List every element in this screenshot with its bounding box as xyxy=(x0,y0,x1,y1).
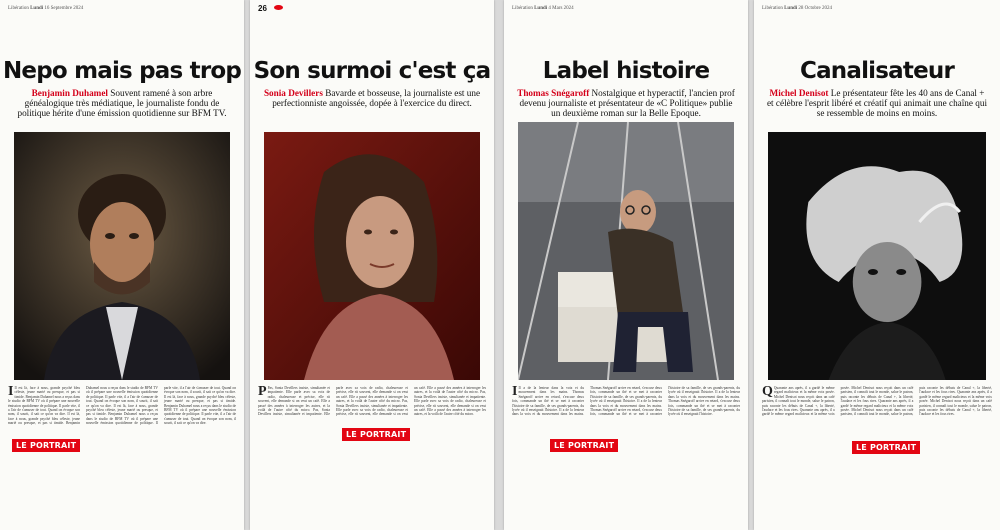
page-number: 26 xyxy=(258,4,267,13)
page-surmoi xyxy=(250,0,494,530)
page-headline: Canalisateur xyxy=(800,58,954,84)
portrait-stamp: LE PORTRAIT xyxy=(342,428,410,441)
standfirst: Michel Denisot Le présentateur fête les 40 ans de Canal + et célèbre l'esprit libéré et créatif qui animait une chaîne qui se ressemble de moins en moins. xyxy=(766,88,987,119)
page-label-histoire xyxy=(504,0,748,530)
person-name: Sonia Devillers xyxy=(263,88,323,98)
portrait-stamp: LE PORTRAIT xyxy=(12,439,80,452)
portrait-stamp: LE PORTRAIT xyxy=(550,439,618,452)
page-folio: Libération Lundi 28 Octobre 2024 xyxy=(762,6,833,11)
person-name: Benjamin Duhamel xyxy=(31,88,108,98)
standfirst: Sonia Devillers Bavarde et bosseuse, la journaliste est une perfectionniste angoissée, dopée à l'exercice du direct. xyxy=(263,88,481,109)
article-body: I Il a de la lenteur dans la voix et du mouvement dans les mains. Thomas Snégaroff arrive en retard, s'excuse deux fois, commande un thé et se met à raconter l'histoire de sa famille, de ses grands-parents, du lycée où il enseignait l'histoire. Il a de la lenteur dans la voix et du mouvement dans les mains. Thomas Snégaroff arrive en retard, s'excuse deux fois, commande un thé et se met à raconter l'histoire de sa famille, de ses grands-parents, du lycée où il enseignait l'histoire. Il a de la lenteur dans la voix et du mouvement dans les mains. Thomas Snégaroff arrive en retard, s'excuse deux fois, commande un thé et se met à raconter l'histoire de sa famille, de ses grands-parents, du lycée où il enseignait l'histoire. Il a de la lenteur dans la voix et du mouvement dans les mains. Thomas Snégaroff arrive en retard, s'excuse deux fois, commande un thé et se met à raconter l'histoire de sa famille, de ses grands-parents, du lycée où il enseignait l'histoire. xyxy=(512,386,740,417)
portrait-photo xyxy=(14,132,230,380)
person-name: Thomas Snégaroff xyxy=(517,88,590,98)
portrait-photo xyxy=(768,132,986,380)
page-canalisateur xyxy=(754,0,1000,530)
page-folio: Libération Lundi 16 Septembre 2024 xyxy=(8,6,84,11)
page-folio: Libération Lundi 4 Mars 2024 xyxy=(512,6,574,11)
page-nepo xyxy=(0,0,244,530)
page-headline: Label histoire xyxy=(542,58,710,84)
person-name: Michel Denisot xyxy=(769,88,829,98)
standfirst: Thomas Snégaroff Nostalgique et hyperactif, l'ancien prof devenu journaliste et présentateur de «C Politique» publie un deuxième roman sur la Belle Epoque. xyxy=(517,88,735,119)
portrait-photo xyxy=(264,132,480,380)
article-body: I Il est là, face à nous, grande psyché bleu céleste, jeune marié ou presque, et pas si timide. Benjamin Duhamel nous a reçus dans le studio de BFM TV où il prépare une nouvelle émission quotidienne de politique. Il parle vite, il a l'air de s'amuser de tout. Quand on évoque son nom, il sourit, il sait ce qu'on va dire. Il est là, face à nous, grande psyché bleu céleste, jeune marié ou presque, et pas si timide. Benjamin Duhamel nous a reçus dans le studio de BFM TV où il prépare une nouvelle émission quotidienne de politique. Il parle vite, il a l'air de s'amuser de tout. Quand on évoque son nom, il sourit, il sait ce qu'on va dire. Il est là, face à nous, grande psyché bleu céleste, jeune marié ou presque, et pas si timide. Benjamin Duhamel nous a reçus dans le studio de BFM TV où il prépare une nouvelle émission quotidienne de politique. Il parle vite, il a l'air de s'amuser de tout. Quand on évoque son nom, il sourit, il sait ce qu'on va dire. Il est là, face à nous, grande psyché bleu céleste, jeune marié ou presque, et pas si timide. Benjamin Duhamel nous a reçus dans le studio de BFM TV où il prépare une nouvelle émission quotidienne de politique. Il parle vite, il a l'air de s'amuser de tout. Quand on évoque son nom, il sourit, il sait ce qu'on va dire. xyxy=(8,386,236,426)
liberation-logo-mark xyxy=(274,5,283,10)
portrait-photo xyxy=(518,122,734,380)
standfirst: Benjamin Duhamel Souvent ramené à son arbre généalogique très médiatique, le journaliste fondu de politique hérite d'une émission quotidienne sur BFM TV. xyxy=(17,88,227,119)
page-headline: Son surmoi c'est ça xyxy=(253,58,491,84)
page-headline: Nepo mais pas trop xyxy=(2,58,242,84)
article-body: Q Quarante ans après, il a gardé le même regard malicieux et la même voix posée. Michel Denisot nous reçoit dans un café parisien, il connaît tout le monde, salue le patron, puis raconte les débuts de Canal +, la liberté, l'audace et les fous rires. Quarante ans après, il a gardé le même regard malicieux et la même voix posée. Michel Denisot nous reçoit dans un café parisien, il connaît tout le monde, salue le patron, puis raconte les débuts de Canal +, la liberté, l'audace et les fous rires. Quarante ans après, il a gardé le même regard malicieux et la même voix posée. Michel Denisot nous reçoit dans un café parisien, il connaît tout le monde, salue le patron, puis raconte les débuts de Canal +, la liberté, l'audace et les fous rires. Quarante ans après, il a gardé le même regard malicieux et la même voix posée. Michel Denisot nous reçoit dans un café parisien, il connaît tout le monde, salue le patron, puis raconte les débuts de Canal +, la liberté, l'audace et les fous rires. xyxy=(762,386,992,417)
article-body: P Pas, Sonia Devillers insiste, simultanée et impatiente. Elle parle avec sa voix de radio, chaleureuse et précise, elle rit souvent, elle demande si on veut un café. Elle a passé des années à interroger les autres, et la voilà de l'autre côté du micro. Pas, Sonia Devillers insiste, simultanée et impatiente. Elle parle avec sa voix de radio, chaleureuse et précise, elle rit souvent, elle demande si on veut un café. Elle a passé des années à interroger les autres, et la voilà de l'autre côté du micro. Pas, Sonia Devillers insiste, simultanée et impatiente. Elle parle avec sa voix de radio, chaleureuse et précise, elle rit souvent, elle demande si on veut un café. Elle a passé des années à interroger les autres, et la voilà de l'autre côté du micro. Pas, Sonia Devillers insiste, simultanée et impatiente. Elle parle avec sa voix de radio, chaleureuse et précise, elle rit souvent, elle demande si on veut un café. Elle a passé des années à interroger les autres, et la voilà de l'autre côté du micro. xyxy=(258,386,486,417)
portrait-stamp: LE PORTRAIT xyxy=(852,441,920,454)
